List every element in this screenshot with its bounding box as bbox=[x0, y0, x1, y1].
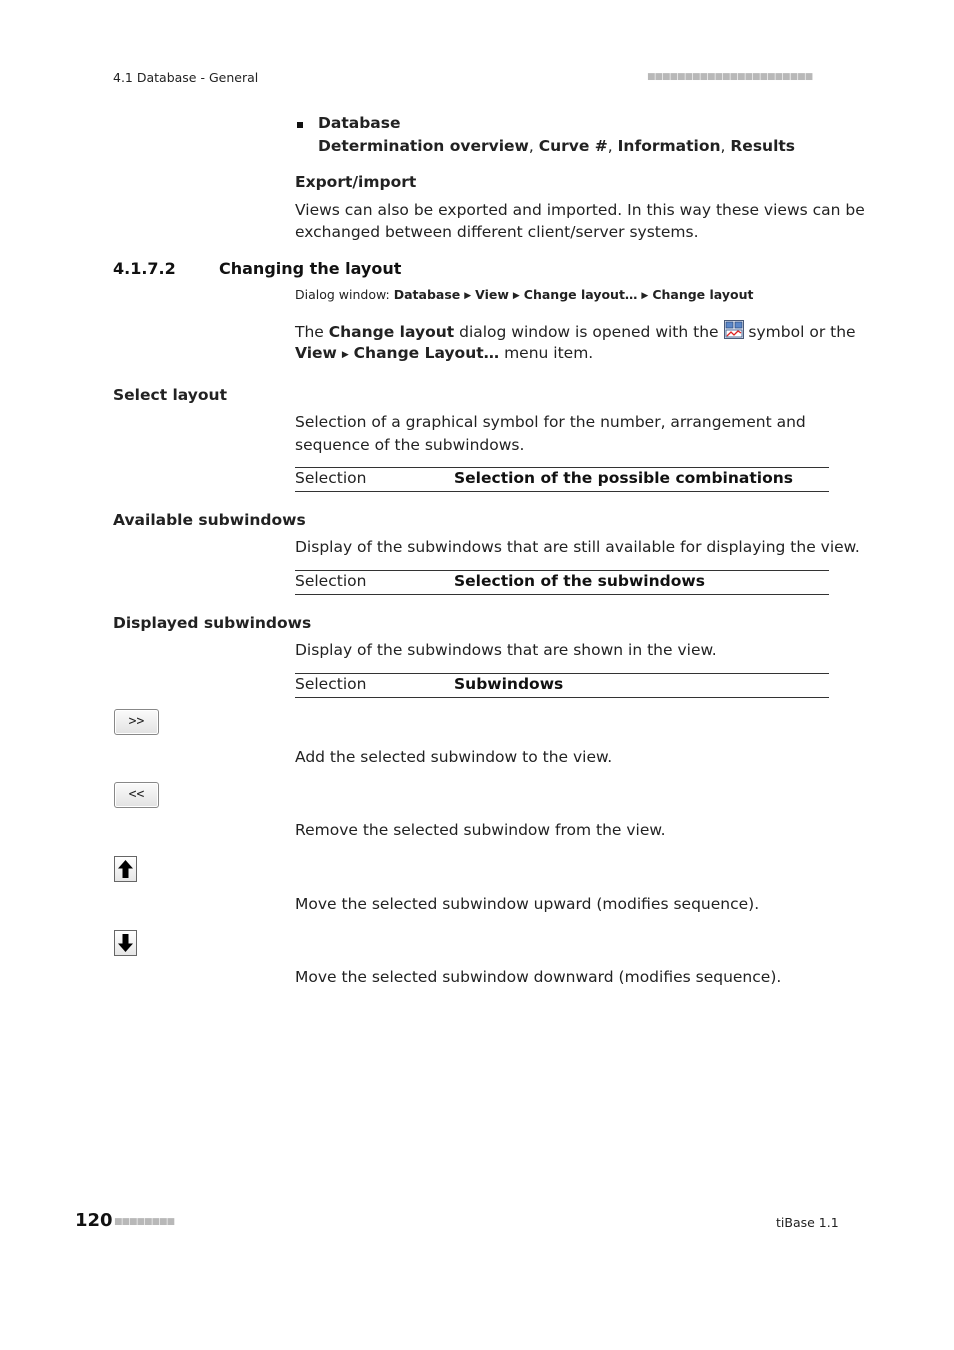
arrow-down-icon bbox=[115, 931, 136, 955]
available-line1: Display of the subwindows that are still available for displaying the view. bbox=[295, 538, 860, 556]
arrow-up-icon bbox=[115, 857, 136, 881]
select-layout-table bbox=[295, 467, 829, 492]
separator: , bbox=[607, 137, 618, 155]
menu-view: View bbox=[295, 344, 337, 362]
path-item: View bbox=[475, 287, 509, 302]
selection-label: Selection bbox=[295, 675, 367, 693]
displayed-heading: Displayed subwindows bbox=[113, 614, 312, 632]
select-layout-line1: Selection of a graphical symbol for the number, arrangement and bbox=[295, 413, 806, 431]
intro-text: dialog window is opened with the bbox=[454, 323, 724, 341]
selection-value: Selection of the possible combinations bbox=[454, 469, 793, 487]
change-layout-icon bbox=[724, 320, 744, 346]
separator: , bbox=[528, 137, 539, 155]
select-layout-line2: sequence of the subwindows. bbox=[295, 436, 525, 454]
arrow-icon: ▶ bbox=[641, 291, 649, 301]
arrow-icon: ▶ bbox=[464, 291, 472, 301]
export-import-line1: Views can also be exported and imported. In this way these views can be bbox=[295, 201, 865, 219]
remove-subwindow-button[interactable]: << bbox=[114, 782, 159, 808]
bullet-item: Results bbox=[730, 137, 796, 155]
bullet-item: Determination overview bbox=[318, 137, 529, 155]
move-up-button[interactable] bbox=[114, 856, 137, 882]
bullet-marker bbox=[297, 122, 303, 128]
export-import-heading: Export/import bbox=[295, 173, 417, 191]
bullet-item: Curve # bbox=[538, 137, 608, 155]
up-description: Move the selected subwindow upward (modifies sequence). bbox=[295, 895, 760, 913]
select-layout-heading: Select layout bbox=[113, 386, 227, 404]
add-description: Add the selected subwindow to the view. bbox=[295, 748, 613, 766]
down-description: Move the selected subwindow downward (modifies sequence). bbox=[295, 968, 782, 986]
path-item: Database bbox=[393, 287, 461, 302]
intro-line2 bbox=[295, 342, 593, 367]
move-down-button[interactable] bbox=[114, 930, 137, 956]
arrow-icon: ▶ bbox=[341, 350, 349, 360]
selection-label: Selection bbox=[295, 572, 367, 590]
selection-value: Selection of the subwindows bbox=[454, 572, 705, 590]
section-number: 4.1.7.2 bbox=[113, 259, 176, 278]
bullet-items bbox=[318, 135, 795, 158]
available-table bbox=[295, 570, 829, 595]
remove-description: Remove the selected subwindow from the view. bbox=[295, 821, 666, 839]
section-title: Changing the layout bbox=[219, 259, 402, 278]
selection-value: Subwindows bbox=[454, 675, 564, 693]
page-number: 120 bbox=[75, 1210, 113, 1231]
running-header-section: 4.1 Database - General bbox=[113, 70, 259, 85]
export-import-line2: exchanged between different client/server systems. bbox=[295, 223, 699, 241]
bullet-title: Database bbox=[318, 114, 401, 132]
dialog-path bbox=[295, 287, 753, 302]
path-item: Change layout… bbox=[523, 287, 638, 302]
dialog-prefix: Dialog window: bbox=[295, 287, 394, 302]
displayed-line1: Display of the subwindows that are shown in the view. bbox=[295, 641, 717, 659]
available-heading: Available subwindows bbox=[113, 511, 306, 529]
footer-product: tiBase 1.1 bbox=[776, 1215, 839, 1230]
path-item: Change layout bbox=[652, 287, 754, 302]
selection-label: Selection bbox=[295, 469, 367, 487]
footer-dots: ■■■■■■■■ bbox=[114, 1217, 175, 1227]
arrow-icon: ▶ bbox=[512, 291, 520, 301]
displayed-table bbox=[295, 673, 829, 698]
header-dots: ■■■■■■■■■■■■■■■■■■■■■■ bbox=[647, 72, 813, 82]
add-subwindow-button[interactable]: >> bbox=[114, 709, 159, 735]
separator: , bbox=[720, 137, 731, 155]
menu-change-layout: Change Layout… bbox=[353, 344, 500, 362]
intro-bold: Change layout bbox=[328, 323, 455, 341]
intro-text: The bbox=[295, 323, 329, 341]
bullet-item: Information bbox=[617, 137, 721, 155]
intro-text: menu item. bbox=[499, 344, 594, 362]
intro-text: symbol or the bbox=[743, 323, 856, 341]
